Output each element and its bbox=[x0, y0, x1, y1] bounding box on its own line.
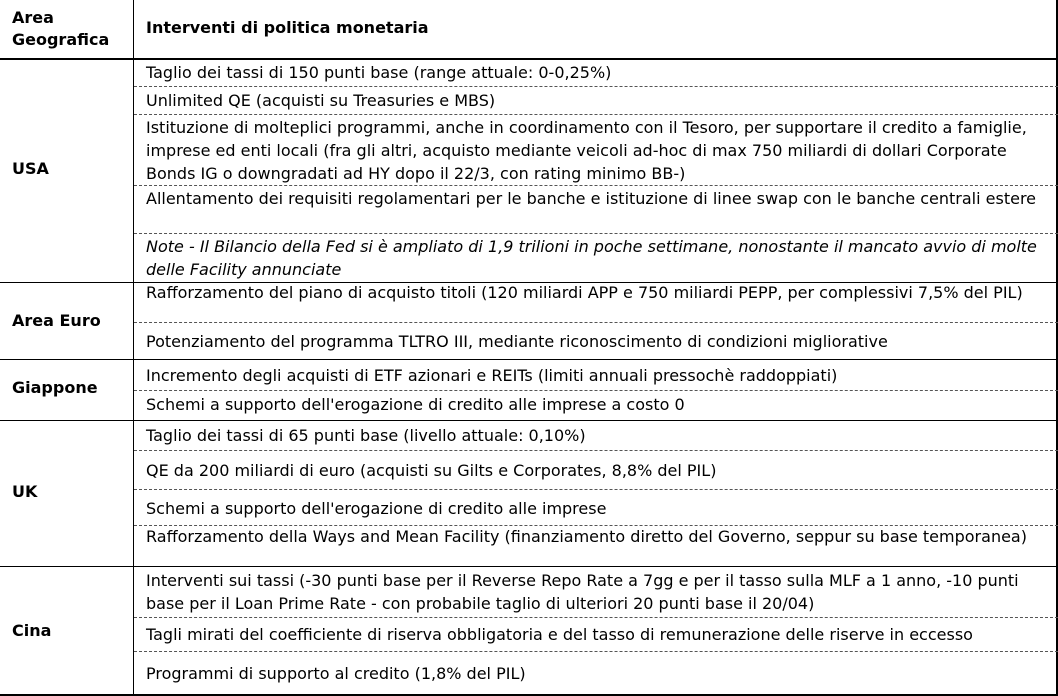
intervention-china-1: Interventi sui tassi (-30 punti base per il Reverse Repo Rate a 7gg e per il tasso sulla MLF a 1 anno, -10 punti base per il Loan Prime Rate - con probabile taglio di ulteriori 20 punti base il 20/04) bbox=[146, 571, 1019, 613]
region-uk: UK bbox=[12, 482, 38, 501]
intervention-uk-1: Taglio dei tassi di 65 punti base (livello attuale: 0,10%) bbox=[146, 426, 586, 445]
region-euro: Area Euro bbox=[12, 311, 101, 330]
row-divider bbox=[134, 450, 1058, 451]
row-divider bbox=[134, 185, 1058, 186]
intervention-usa-1: Taglio dei tassi di 150 punti base (range attuale: 0-0,25%) bbox=[146, 63, 612, 82]
header-area-label: Area Geografica bbox=[12, 8, 110, 49]
intervention-china-2: Tagli mirati del coefficiente di riserva obbligatoria e del tasso di remunerazione delle riserve in eccesso bbox=[146, 625, 973, 644]
intervention-usa-4: Allentamento dei requisiti regolamentari per le banche e istituzione di linee swap con le banche centrali estere bbox=[146, 189, 1037, 208]
intervention-uk-4: Rafforzamento della Ways and Mean Facility (finanziamento diretto del Governo, seppur su base temporanea) bbox=[146, 527, 1027, 546]
intervention-uk-3: Schemi a supporto dell'erogazione di credito alle imprese bbox=[146, 499, 607, 518]
intervention-uk-2: QE da 200 miliardi di euro (acquisti su Gilts e Corporates, 8,8% del PIL) bbox=[146, 461, 717, 480]
column-divider bbox=[133, 0, 134, 696]
row-divider bbox=[134, 322, 1058, 323]
intervention-usa-3: Istituzione di molteplici programmi, anche in coordinamento con il Tesoro, per supportare il credito a famiglie, imprese ed enti locali (fra gli altri, acquisto mediante veicoli ad-hoc di max 750 miliardi di dollari Corporate Bonds IG o downgradati ad HY dopo il 22/3, con rating minimo BB-) bbox=[146, 118, 1027, 183]
row-divider bbox=[134, 489, 1058, 490]
intervention-usa-2: Unlimited QE (acquisti su Treasuries e MBS) bbox=[146, 91, 496, 110]
region-china: Cina bbox=[12, 621, 52, 640]
row-divider bbox=[134, 114, 1058, 115]
region-usa: USA bbox=[12, 159, 49, 178]
header-interventions-label: Interventi di politica monetaria bbox=[146, 18, 429, 37]
intervention-usa-note: Note - Il Bilancio della Fed si è ampliato di 1,9 trilioni in poche settimane, nonostante il mancato avvio di molte delle Facility annunciate bbox=[146, 237, 1037, 279]
intervention-euro-1: Rafforzamento del piano di acquisto titoli (120 miliardi APP e 750 miliardi PEPP, per complessivi 7,5% del PIL) bbox=[146, 283, 1023, 302]
intervention-china-3: Programmi di supporto al credito (1,8% del PIL) bbox=[146, 664, 526, 683]
section-border-uk bbox=[0, 420, 1058, 421]
region-japan: Giappone bbox=[12, 378, 98, 397]
row-divider bbox=[134, 390, 1058, 391]
row-divider bbox=[134, 651, 1058, 652]
header-bottom-border bbox=[0, 58, 1058, 60]
row-divider bbox=[134, 617, 1058, 618]
intervention-euro-2: Potenziamento del programma TLTRO III, mediante riconoscimento di condizioni migliorative bbox=[146, 332, 888, 351]
intervention-japan-2: Schemi a supporto dell'erogazione di credito alle imprese a costo 0 bbox=[146, 395, 685, 414]
row-divider bbox=[134, 86, 1058, 87]
row-divider bbox=[134, 233, 1058, 234]
intervention-japan-1: Incremento degli acquisti di ETF azionari e REITs (limiti annuali pressochè raddoppiati) bbox=[146, 366, 838, 385]
section-border-china bbox=[0, 566, 1058, 567]
section-border-japan bbox=[0, 359, 1058, 360]
